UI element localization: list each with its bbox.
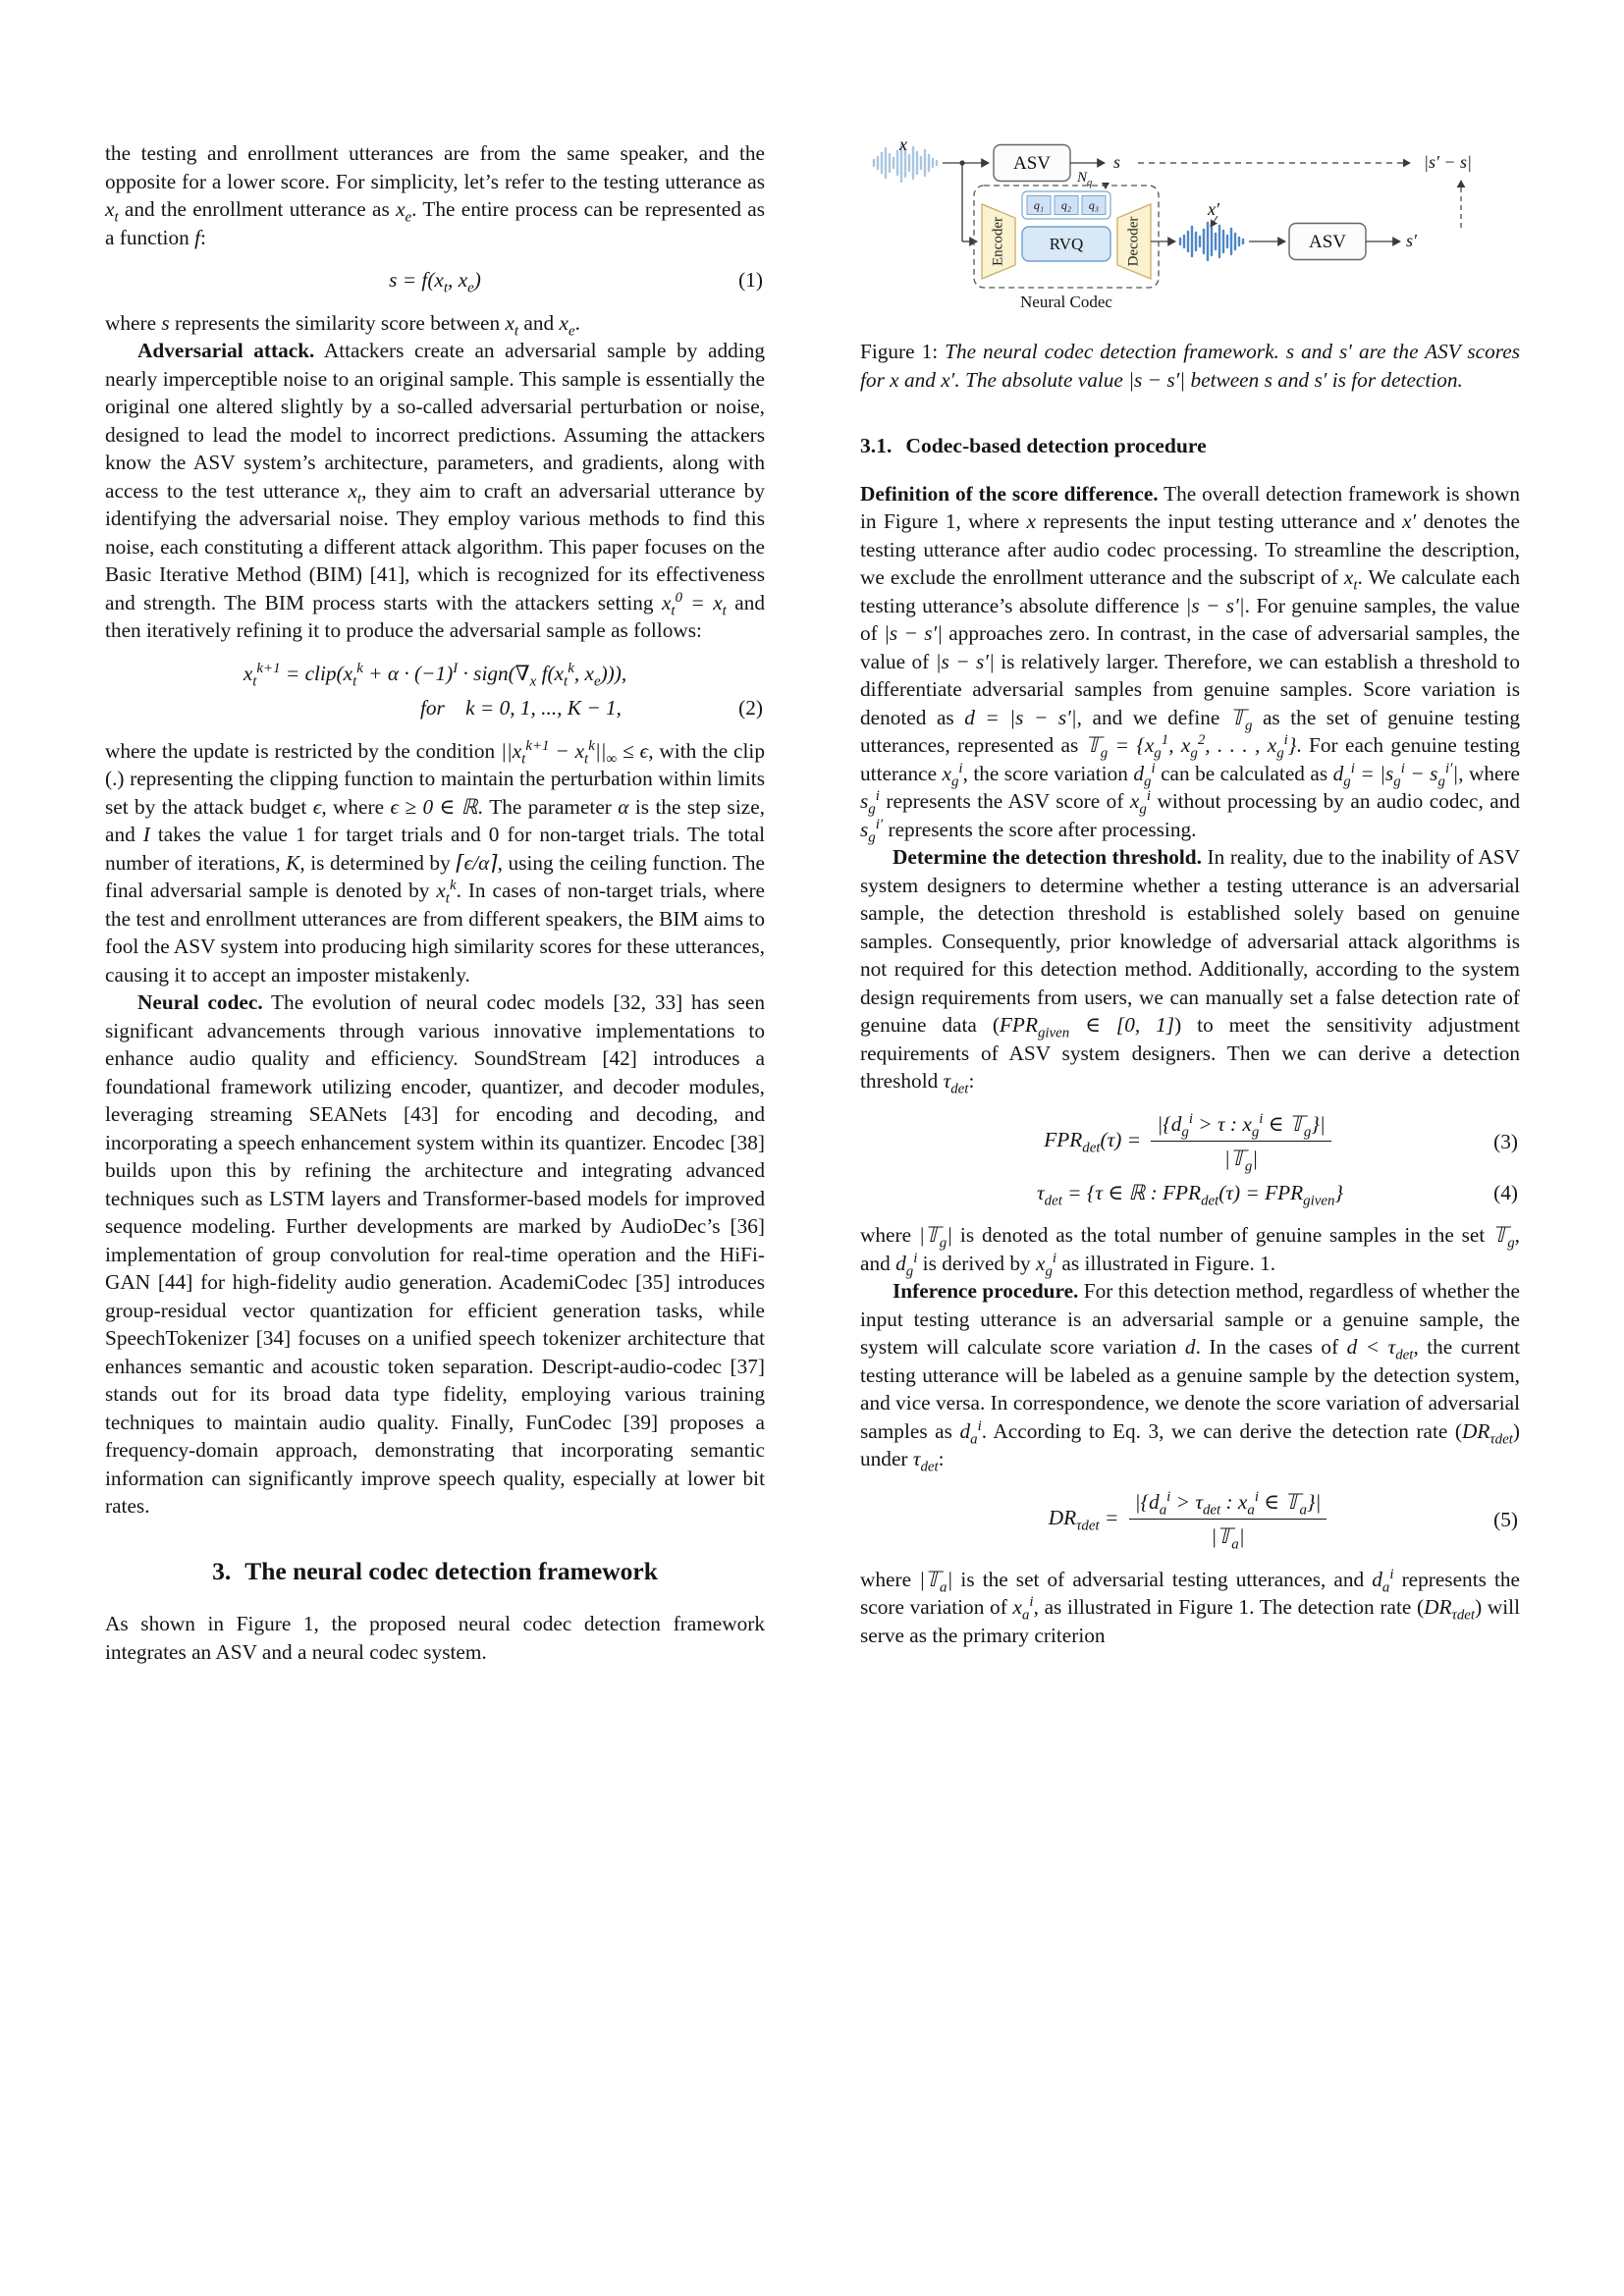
figure-caption-text: The neural codec detection framework. s and s′ are the ASV scores for x and x′. The absolute value |s − s′| between s and s′ is for detection. <box>860 340 1520 392</box>
equation-4-number: (4) <box>1493 1180 1518 1204</box>
right-column <box>860 128 1520 1649</box>
decoder-label: Decoder <box>1125 216 1142 267</box>
subsection-number: 3.1. <box>860 434 893 457</box>
paragraph-lead: Neural codec. <box>137 990 263 1014</box>
paragraph-where-similarity: where s represents the similarity score between $x_t$ and $x_e$. <box>105 310 580 339</box>
paragraph-lead: Determine the detection threshold. <box>893 845 1202 870</box>
equation-2-line1: $x_t^{k+1}$ = $clip(x_t^k + \alpha \cdot (-1)^I$ · $sign(\nabla_x$ $f(x_t^k$, $x_e$))), <box>243 660 627 689</box>
left-column <box>105 139 765 1666</box>
fraction-denominator: |𝕋$_a$| <box>1211 1524 1245 1553</box>
q1-label: q₁ <box>1033 198 1045 212</box>
paragraph-lead: Definition of the score difference. <box>860 481 1159 506</box>
equation-4 <box>860 1179 1520 1207</box>
paragraph-where-tg: where |𝕋$_g$| is denoted as the total number of genuine samples in the set 𝕋$_g$, and $d_g^i$ is derived by $x_g^i$ as illustrated in Figure. 1. <box>860 1223 1520 1280</box>
paragraph-lead: Adversarial attack. <box>137 339 315 362</box>
equation-4-body: $\tau_{det} = \{\tau$ ∈ ℝ : $FPR_{det}(\tau) = FPR_{given}$} <box>1037 1180 1343 1209</box>
xprime-label: x′ <box>1208 199 1219 219</box>
paragraph-text: The evolution of neural codec models [32, 33] has seen significant advancements through various innovative implementations to enhance audio quality and efficiency. SoundStream [42] introduces a foundational framework utilizing encoder, quantizer, and decoder modules, leveraging streaming SEANets [43] for encoding and decoding, and incorporating a speech enhancement system within its quantizer. Encodec [38] builds upon this by refining the architecture and integrating advanced techniques such as LSTM layers and Transformer-based models for improved sequence modeling. Further developments are marked by AudioDec’s [36] implementation of group convolution for real-time operation and the HiFi-GAN [44] for high-fidelity audio generation. AcademiCodec [35] introduces group-residual vector quantization for efficient generation tasks, while SpeechTokenizer [34] focuses on a unified speech tokenizer architecture that enhances semantic and acoustic token separation. Descript-audio-codec [37] stands out for its broad data type fidelity, employing various training techniques to maintain audio quality. Finally, FunCodec [39] proposes a frequency-domain approach, demonstrating that incorporating semantic information can significantly improve speech quality, especially at lower bit rates. <box>105 990 765 1518</box>
paragraph-text: In reality, due to the inability of ASV system designers to determine whether a testing utterance is an adversarial sample, the detection threshold is established solely based on genuine samples. Consequently, prior knowledge of adversarial attack algorithms is not required for this detection method. Additionally, according to the system design requirements from users, we can manually set a false detection rate of genuine data ($FPR_{given}$ ∈ [0, 1]) to meet the sensitivity adjustment requirements of ASV system designers. Then we can derive a detection threshold $\tau_{det}$: <box>860 845 1520 1097</box>
equation-3-fraction <box>1151 1110 1330 1173</box>
asv-label-2: ASV <box>1308 231 1346 252</box>
equation-5 <box>860 1488 1520 1551</box>
equation-2 <box>105 660 765 722</box>
paragraph-neural-codec <box>105 988 765 1521</box>
section-title: The neural codec detection framework <box>244 1556 658 1585</box>
equation-3-lhs: $FPR_{det}(\tau)$ = <box>1044 1127 1141 1156</box>
encoder-label: Encoder <box>990 217 1006 266</box>
paragraph-text: Attackers create an adversarial sample by adding nearly imperceptible noise to an original sample. This sample is essentially the original one altered slightly by a so-called adversarial perturbation or noise, designed to lead the model to incorrect predictions. Assuming the attackers know the ASV system’s architecture, parameters, and gradients, along with access to the test utterance $x_t$, they aim to craft an adversarial utterance by identifying the adversarial noise. They employ various methods to find this noise, each constituting a different attack algorithm. This paper focuses on the Basic Iterative Method (BIM) [41], which is recognized for its effectiveness and strength. The BIM process starts with the attackers setting $x_t^0 = x_t$ and then iteratively refining it to produce the adversarial sample as follows: <box>105 339 765 642</box>
asv-label-1: ASV <box>1012 152 1051 174</box>
q3-label: q₃ <box>1088 198 1100 212</box>
neural-codec-label: Neural Codec <box>1020 293 1112 311</box>
equation-5-lhs: $DR_{\tau det}$ = <box>1048 1505 1119 1534</box>
paragraph-where-ta: where |𝕋$_a$| is the set of adversarial testing utterances, and $d_a^i$ represents the score variation of $x_a^i$, as illustrated in Figure 1. The detection rate $(DR_{\tau det})$ will serve as the primary criterion <box>860 1566 1520 1647</box>
x-input-label: x <box>899 134 907 154</box>
paragraph-intro: the testing and enrollment utterances are from the same speaker, and the opposite for a lower score. For simplicity, let’s refer to the testing utterance as $x_t$ and the enrollment utterance as $x_e$. The entire process can be represented as a function f: <box>105 141 765 249</box>
paragraph-inference-procedure <box>860 1277 1520 1473</box>
subsection-title: Codec-based detection procedure <box>905 434 1207 457</box>
equation-3 <box>860 1110 1520 1173</box>
q2-label: q₂ <box>1060 198 1072 212</box>
rvq-label: RVQ <box>1049 235 1084 253</box>
section-number: 3. <box>212 1556 232 1585</box>
section-3-1-heading <box>860 433 1520 459</box>
equation-5-number: (5) <box>1493 1507 1518 1531</box>
paragraph-definition-score-difference <box>860 480 1520 844</box>
equation-1-body: $s = f(x_t$, $x_e$) <box>389 268 481 296</box>
waveform-xprime-icon <box>1180 223 1243 260</box>
nq-label: $N_q$ <box>1077 170 1093 188</box>
equation-2-line2-text: for k = 0, 1, ..., K − 1, <box>419 696 623 720</box>
paragraph-text: For this detection method, regardless of whether the input testing utterance is an adversarial sample or a genuine sample, the system will calculate score variation d. In the cases of $d < \tau_{det}$, the current testing utterance will be labeled as a genuine sample by the detection system, and vice versa. In correspondence, we denote the score variation of adversarial samples as $d_a^i$. According to Eq. 3, we can derive the detection rate $(DR_{\tau det})$ under $\tau_{det}$: <box>860 1279 1521 1475</box>
fraction-numerator: $|\{d_a^i > \tau_{det}$ : $x_a^i$ ∈ 𝕋$_a$}| <box>1129 1488 1327 1521</box>
figure-1-canvas <box>860 130 1520 324</box>
equation-2-number: (2) <box>738 696 763 720</box>
paragraph-bim-details: where the update is restricted by the condition $||x_t^{k+1} - x_t^k||_\infty \le \epsilon$, with the clip (.) representing the clipping function to maintain the perturbation within limits set by the attack budget ϵ, where ϵ ≥ 0 ∈ ℝ. The parameter α is the step size, and I takes the value 1 for target trials and 0 for non-target trials. The total number of iterations, K, is determined by ⌈ϵ/α⌉, using the ceiling function. The final adversarial sample is denoted by $x_t^k$. In cases of non-target trials, where the test and enrollment utterances are from different speakers, the BIM aims to fool the ASV system into producing high similarity scores for these utterances, causing it to accept an imposter mistakenly. <box>105 737 765 987</box>
paragraph-lead: Inference procedure. <box>893 1279 1079 1304</box>
sprime-score-label: s′ <box>1406 231 1417 251</box>
paragraph-determine-threshold <box>860 843 1520 1095</box>
paragraph-adversarial-attack <box>105 337 765 645</box>
equation-2-line2 <box>105 694 765 722</box>
paragraph-section3-intro: As shown in Figure 1, the proposed neural codec detection framework integrates an ASV and a neural codec system. <box>105 1612 765 1664</box>
score-difference-label: |s′ − s| <box>1424 152 1472 173</box>
equation-1-number: (1) <box>738 268 763 292</box>
figure-1-diagram <box>860 130 1520 324</box>
paragraph-text: The overall detection framework is shown in Figure 1, where x represents the input testing utterance and x′ denotes the testing utterance after audio codec processing. To streamline the description, we exclude the enrollment utterance and the subscript of $x_t$. We calculate each testing utterance’s absolute difference |s − s′|. For genuine samples, the value of |s − s′| approaches zero. In contrast, in the case of adversarial samples, the value of |s − s′| is relatively larger. Therefore, we can establish a threshold to differentiate adversarial samples from genuine samples. Score variation is denoted as d = |s − s′|, and we define 𝕋$_g$ as the set of genuine testing utterances, represented as 𝕋$_g$ = {$x_g^1$, $x_g^2$, . . . , $x_g^i$}. For each genuine testing utterance $x_g^i$, the score variation $d_g^i$ can be calculated as $d_g^i = |s_g^i - s_g^{i'}|$, where $s_g^i$ represents the ASV score of $x_g^i$ without processing by an audio codec, and $s_g^{i'}$ represents the score after processing. <box>860 481 1521 846</box>
equation-3-number: (3) <box>1493 1129 1518 1153</box>
figure-1-caption <box>860 338 1520 394</box>
figure-caption-tag: Figure 1: <box>860 340 939 363</box>
fraction-denominator: |𝕋$_g$| <box>1223 1147 1259 1175</box>
equation-5-fraction <box>1129 1488 1327 1551</box>
s-score-label: s <box>1113 152 1121 173</box>
fraction-numerator: $|\{d_g^i > \tau$ : $x_g^i$ ∈ 𝕋$_g$}| <box>1151 1110 1330 1143</box>
section-3-heading <box>105 1556 765 1587</box>
equation-1 <box>105 266 765 294</box>
